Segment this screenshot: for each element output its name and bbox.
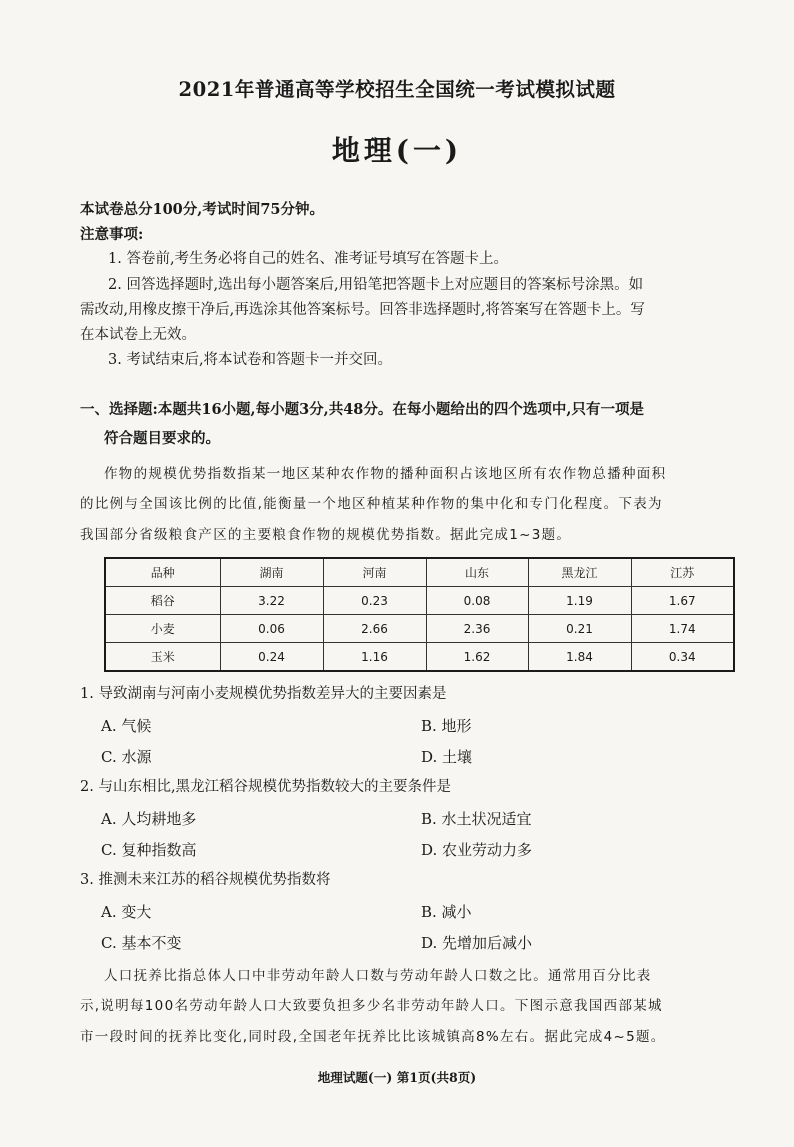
question-1-option-b: B. 地形 — [421, 717, 472, 735]
table-header-cell: 河南 — [323, 558, 426, 587]
table-row — [105, 615, 734, 643]
question-2-option-a: A. 人均耕地多 — [101, 810, 197, 828]
table-cell: 0.08 — [426, 587, 528, 615]
table-cell: 2.36 — [426, 615, 528, 643]
score-time-note: 本试卷总分100分,考试时间75分钟。 — [80, 201, 324, 218]
question-1-stem: 1. 导致湖南与河南小麦规模优势指数差异大的主要因素是 — [80, 686, 447, 702]
table-cell: 0.21 — [528, 615, 631, 643]
page-footer: 地理试题(一) 第1页(共8页) — [317, 1070, 477, 1085]
table-row — [105, 587, 734, 615]
question-2-option-b: B. 水土状况适宜 — [421, 810, 532, 828]
table-cell: 0.23 — [323, 587, 426, 615]
notice-heading: 注意事项: — [80, 226, 144, 243]
question-3-option-a: A. 变大 — [101, 903, 152, 921]
notice-item-1: 1. 答卷前,考生务必将自己的姓名、准考证号填写在答题卡上。 — [108, 251, 509, 267]
table-cell: 1.19 — [528, 587, 631, 615]
table-cell: 1.74 — [631, 615, 734, 643]
table-cell: 小麦 — [105, 615, 220, 643]
table-cell: 0.24 — [220, 643, 323, 672]
table-header-cell: 山东 — [426, 558, 528, 587]
table-cell: 1.62 — [426, 643, 528, 672]
section-heading-line-2: 符合题目要求的。 — [104, 430, 220, 447]
table-header-row — [105, 558, 734, 587]
table-row — [105, 643, 734, 672]
question-2-option-d: D. 农业劳动力多 — [421, 841, 533, 859]
table-cell: 1.16 — [323, 643, 426, 672]
table-cell: 1.67 — [631, 587, 734, 615]
exam-title: 2021年普通高等学校招生全国统一考试模拟试题 — [178, 78, 616, 101]
table-header-cell: 湖南 — [220, 558, 323, 587]
question-1-option-c: C. 水源 — [101, 748, 152, 766]
subject-title: 地理(一) — [331, 134, 463, 167]
intro-line-1: 作物的规模优势指数指某一地区某种农作物的播种面积占该地区所有农作物总播种面积 — [104, 466, 667, 482]
question-2-stem: 2. 与山东相比,黑龙江稻谷规模优势指数较大的主要条件是 — [80, 779, 452, 795]
passage-line-3: 市一段时间的抚养比变化,同时段,全国老年抚养比比该城镇高8%左右。据此完成4~5题。 — [80, 1029, 666, 1045]
section-heading-line-1: 一、选择题:本题共16小题,每小题3分,共48分。在每小题给出的四个选项中,只有一项是 — [80, 401, 644, 418]
question-1-option-a: A. 气候 — [101, 717, 152, 735]
table-cell: 稻谷 — [105, 587, 220, 615]
passage-line-1: 人口抚养比指总体人口中非劳动年龄人口数与劳动年龄人口数之比。通常用百分比表 — [104, 968, 652, 984]
table-cell: 1.84 — [528, 643, 631, 672]
notice-item-2-line-3: 在本试卷上无效。 — [80, 327, 196, 343]
notice-item-3: 3. 考试结束后,将本试卷和答题卡一并交回。 — [108, 352, 393, 368]
notice-item-2-line-1: 2. 回答选择题时,选出每小题答案后,用铅笔把答题卡上对应题目的答案标号涂黑。如 — [108, 277, 644, 293]
passage-line-2: 示,说明每100名劳动年龄人口大致要负担多少名非劳动年龄人口。下图示意我国西部某城 — [80, 998, 663, 1014]
table-cell: 0.34 — [631, 643, 734, 672]
table-cell: 3.22 — [220, 587, 323, 615]
table-header-cell: 江苏 — [631, 558, 734, 587]
question-3-stem: 3. 推测未来江苏的稻谷规模优势指数将 — [80, 872, 331, 888]
intro-line-3: 我国部分省级粮食产区的主要粮食作物的规模优势指数。据此完成1~3题。 — [80, 527, 572, 543]
notice-item-2-line-2: 需改动,用橡皮擦干净后,再选涂其他答案标号。回答非选择题时,将答案写在答题卡上。写 — [80, 302, 645, 318]
question-3-option-c: C. 基本不变 — [101, 934, 182, 952]
table-header-cell: 品种 — [105, 558, 220, 587]
crop-index-table — [104, 557, 735, 672]
question-1-option-d: D. 土壤 — [421, 748, 473, 766]
table-cell: 玉米 — [105, 643, 220, 672]
intro-line-2: 的比例与全国该比例的比值,能衡量一个地区种植某种作物的集中化和专门化程度。下表为 — [80, 496, 663, 512]
question-2-option-c: C. 复种指数高 — [101, 841, 197, 859]
table-header-cell: 黑龙江 — [528, 558, 631, 587]
question-3-option-b: B. 减小 — [421, 903, 472, 921]
table-cell: 2.66 — [323, 615, 426, 643]
table-cell: 0.06 — [220, 615, 323, 643]
question-3-option-d: D. 先增加后减小 — [421, 934, 533, 952]
